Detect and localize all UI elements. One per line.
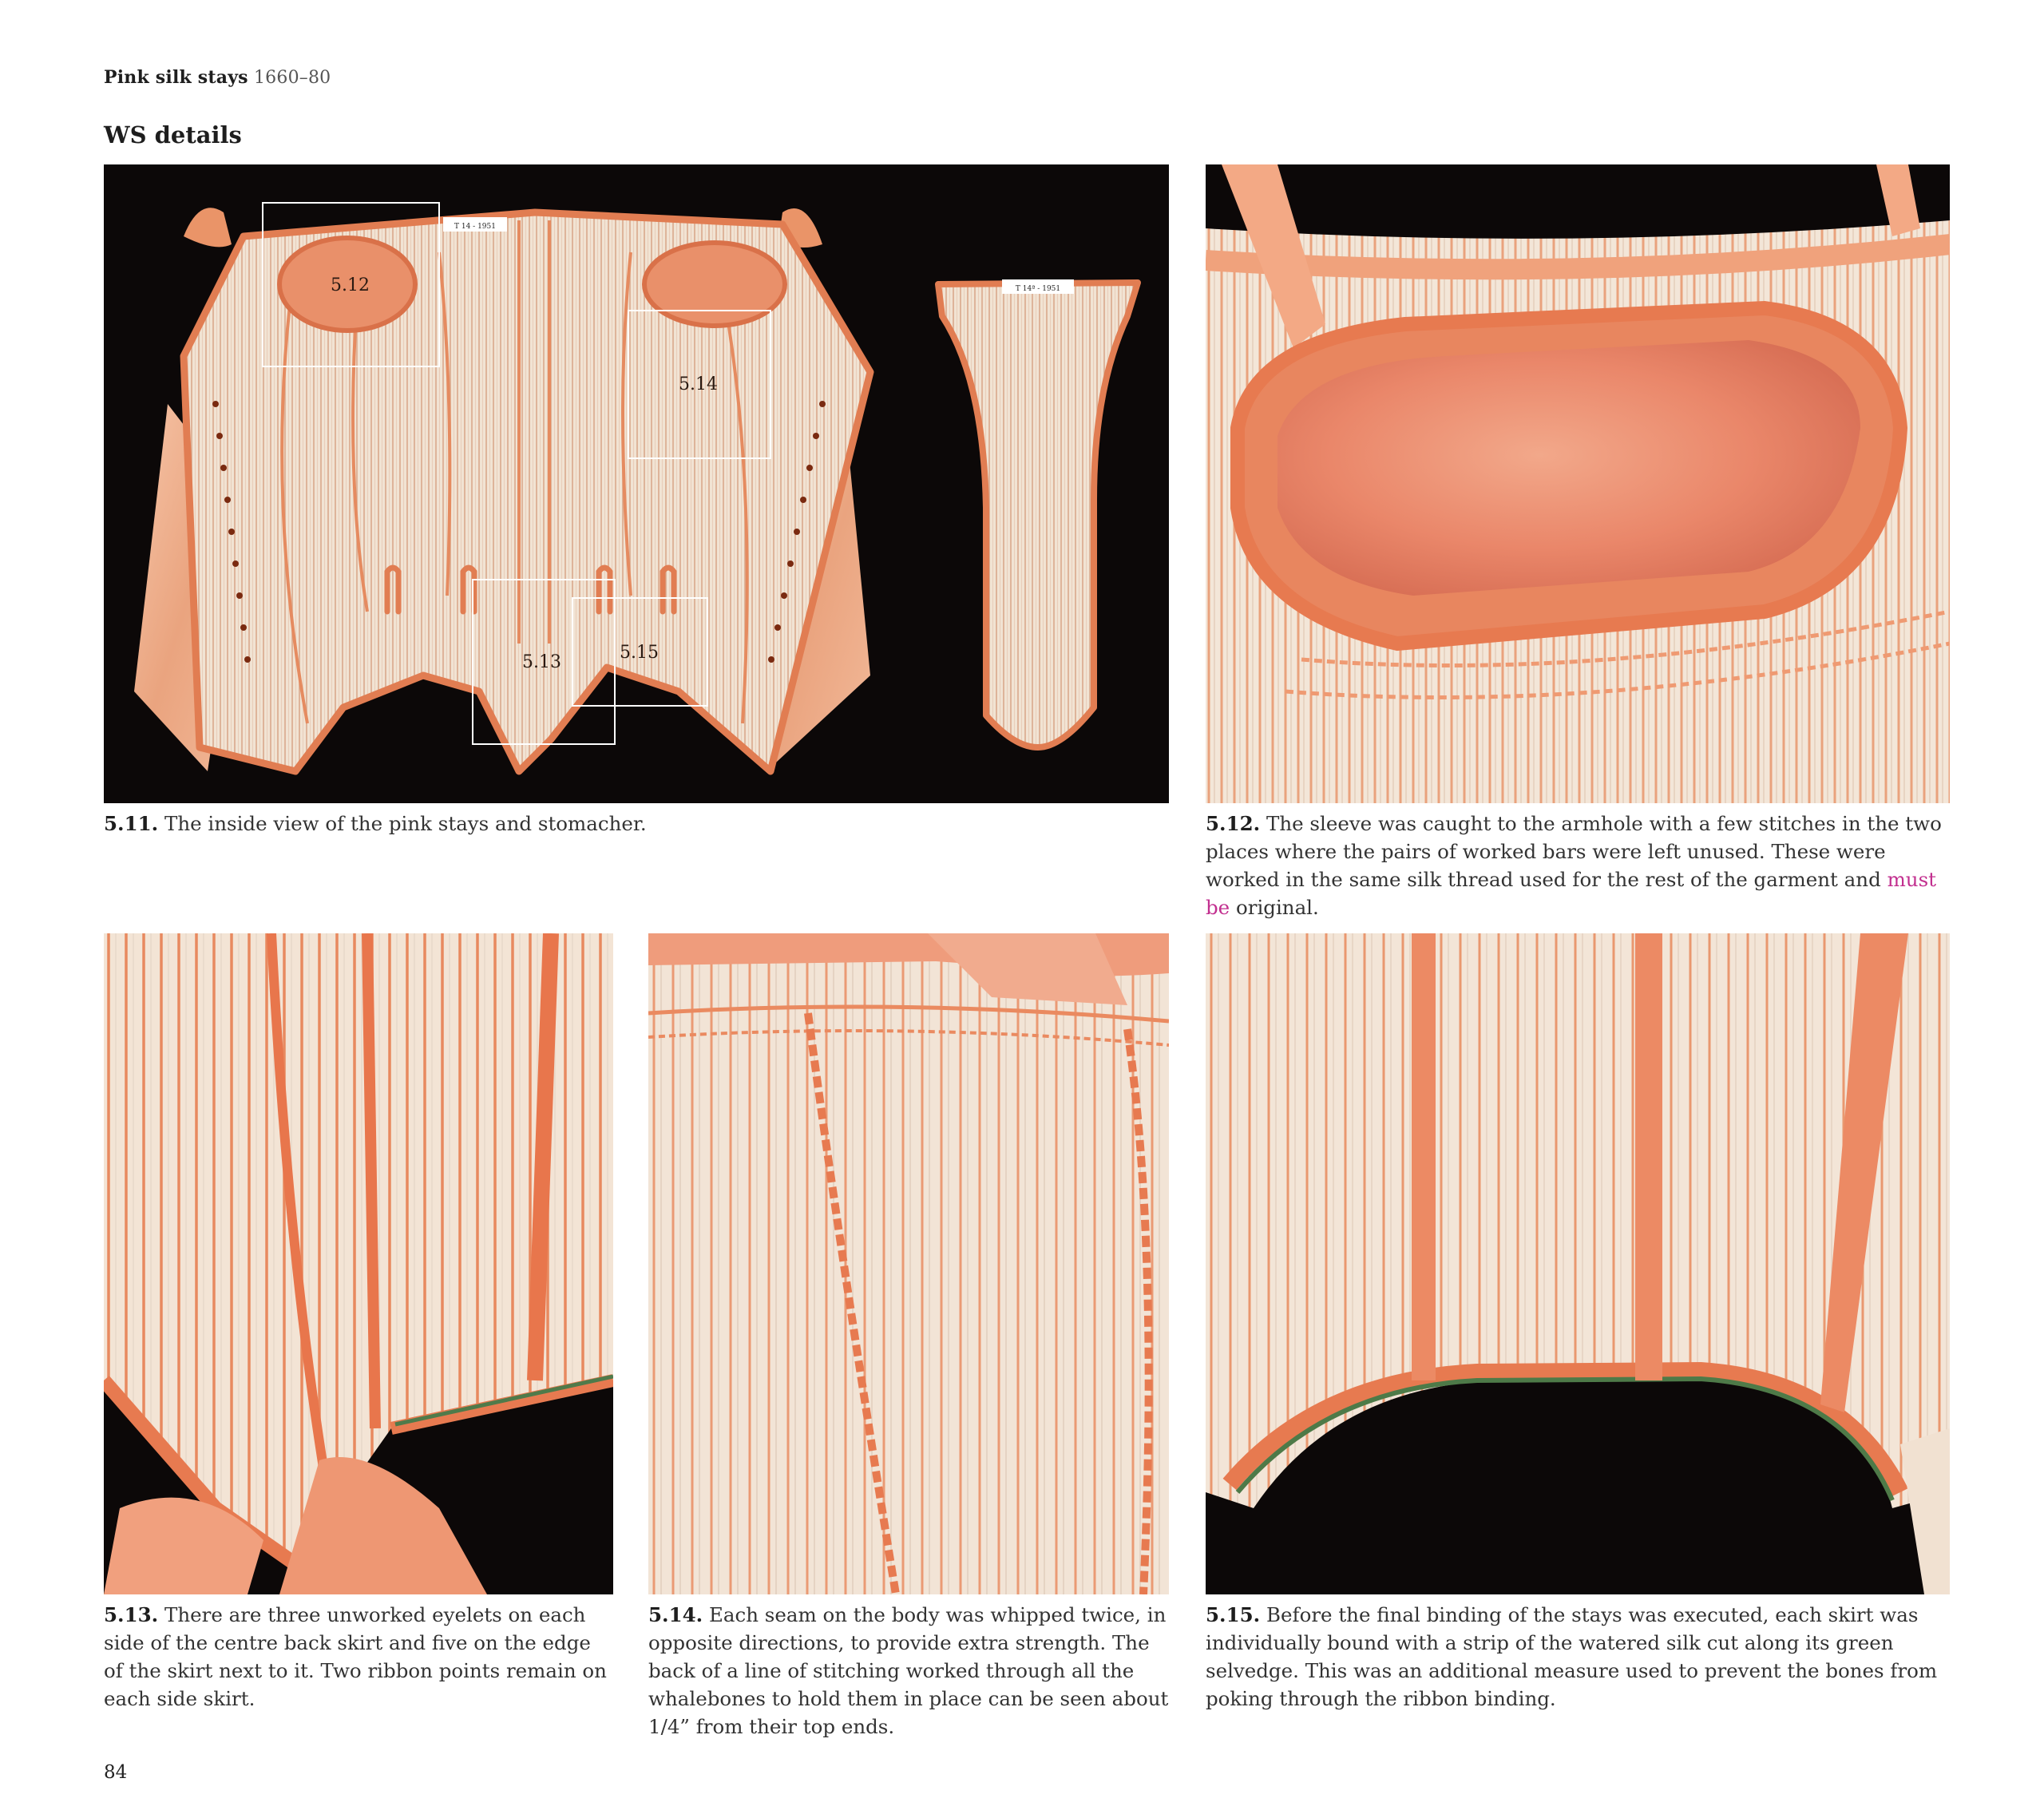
caption-text: The sleeve was caught to the armhole with a few stitches in the two places where the pairs of worked bars were left unused. These were worked in the same silk thread used for the rest of the garment and xyxy=(1206,812,1942,891)
whipped-seam-illustration xyxy=(648,933,1169,1594)
figure-number: 5.15. xyxy=(1206,1603,1261,1626)
centre-back-skirt-illustration xyxy=(104,933,613,1594)
figure-5-15-caption xyxy=(1206,1601,1950,1713)
armhole-detail-illustration xyxy=(1206,164,1950,803)
figure-5-11-photo xyxy=(104,164,1169,803)
callout-label-5-14: 5.14 xyxy=(679,374,718,394)
figure-number: 5.11. xyxy=(104,812,159,835)
figure-5-13-caption xyxy=(104,1601,615,1713)
figure-5-14-photo xyxy=(648,933,1169,1594)
stomacher-tag-label: T 14ª - 1951 xyxy=(1015,285,1061,293)
callout-label-5-13: 5.13 xyxy=(522,652,561,672)
running-head-title: Pink silk stays xyxy=(104,67,248,88)
running-head-dates: 1660–80 xyxy=(253,68,331,88)
figure-5-14-caption xyxy=(648,1601,1172,1741)
callout-label-5-15: 5.15 xyxy=(620,643,659,663)
section-title: WS details xyxy=(104,121,242,149)
caption-text: The inside view of the pink stays and stomacher. xyxy=(164,812,647,835)
skirt-binding-illustration xyxy=(1206,933,1950,1594)
caption-highlight: must be xyxy=(1206,868,1936,919)
figure-5-15-photo xyxy=(1206,933,1950,1594)
figure-number: 5.14. xyxy=(648,1603,703,1626)
figure-5-12-photo xyxy=(1206,164,1950,803)
caption-text: Each seam on the body was whipped twice, in opposite directions, to provide extra strength. The back of a line of stitching worked through all the whalebones to hold them in place can be seen about 1/4” from their top ends. xyxy=(648,1603,1169,1738)
figure-number: 5.12. xyxy=(1206,812,1261,835)
running-head xyxy=(104,67,331,88)
figure-number: 5.13. xyxy=(104,1603,159,1626)
figure-5-13-photo xyxy=(104,933,613,1594)
callout-label-5-12: 5.12 xyxy=(331,275,370,295)
figure-5-11-caption xyxy=(104,810,1169,838)
caption-text-end: original. xyxy=(1235,896,1319,919)
figure-5-12-caption xyxy=(1206,810,1950,921)
caption-text: Before the final binding of the stays was executed, each skirt was individually bound with a strip of the watered silk cut along its green selvedge. This was an additional measure used to prevent the bones from poking through the ribbon binding. xyxy=(1206,1603,1938,1710)
page-number: 84 xyxy=(104,1762,128,1783)
caption-text: There are three unworked eyelets on each side of the centre back skirt and five on the edge of the skirt next to it. Two ribbon points remain on each side skirt. xyxy=(104,1603,607,1710)
stays-tag-label: T 14 - 1951 xyxy=(454,223,496,231)
stays-inside-view-illustration xyxy=(104,164,1169,803)
